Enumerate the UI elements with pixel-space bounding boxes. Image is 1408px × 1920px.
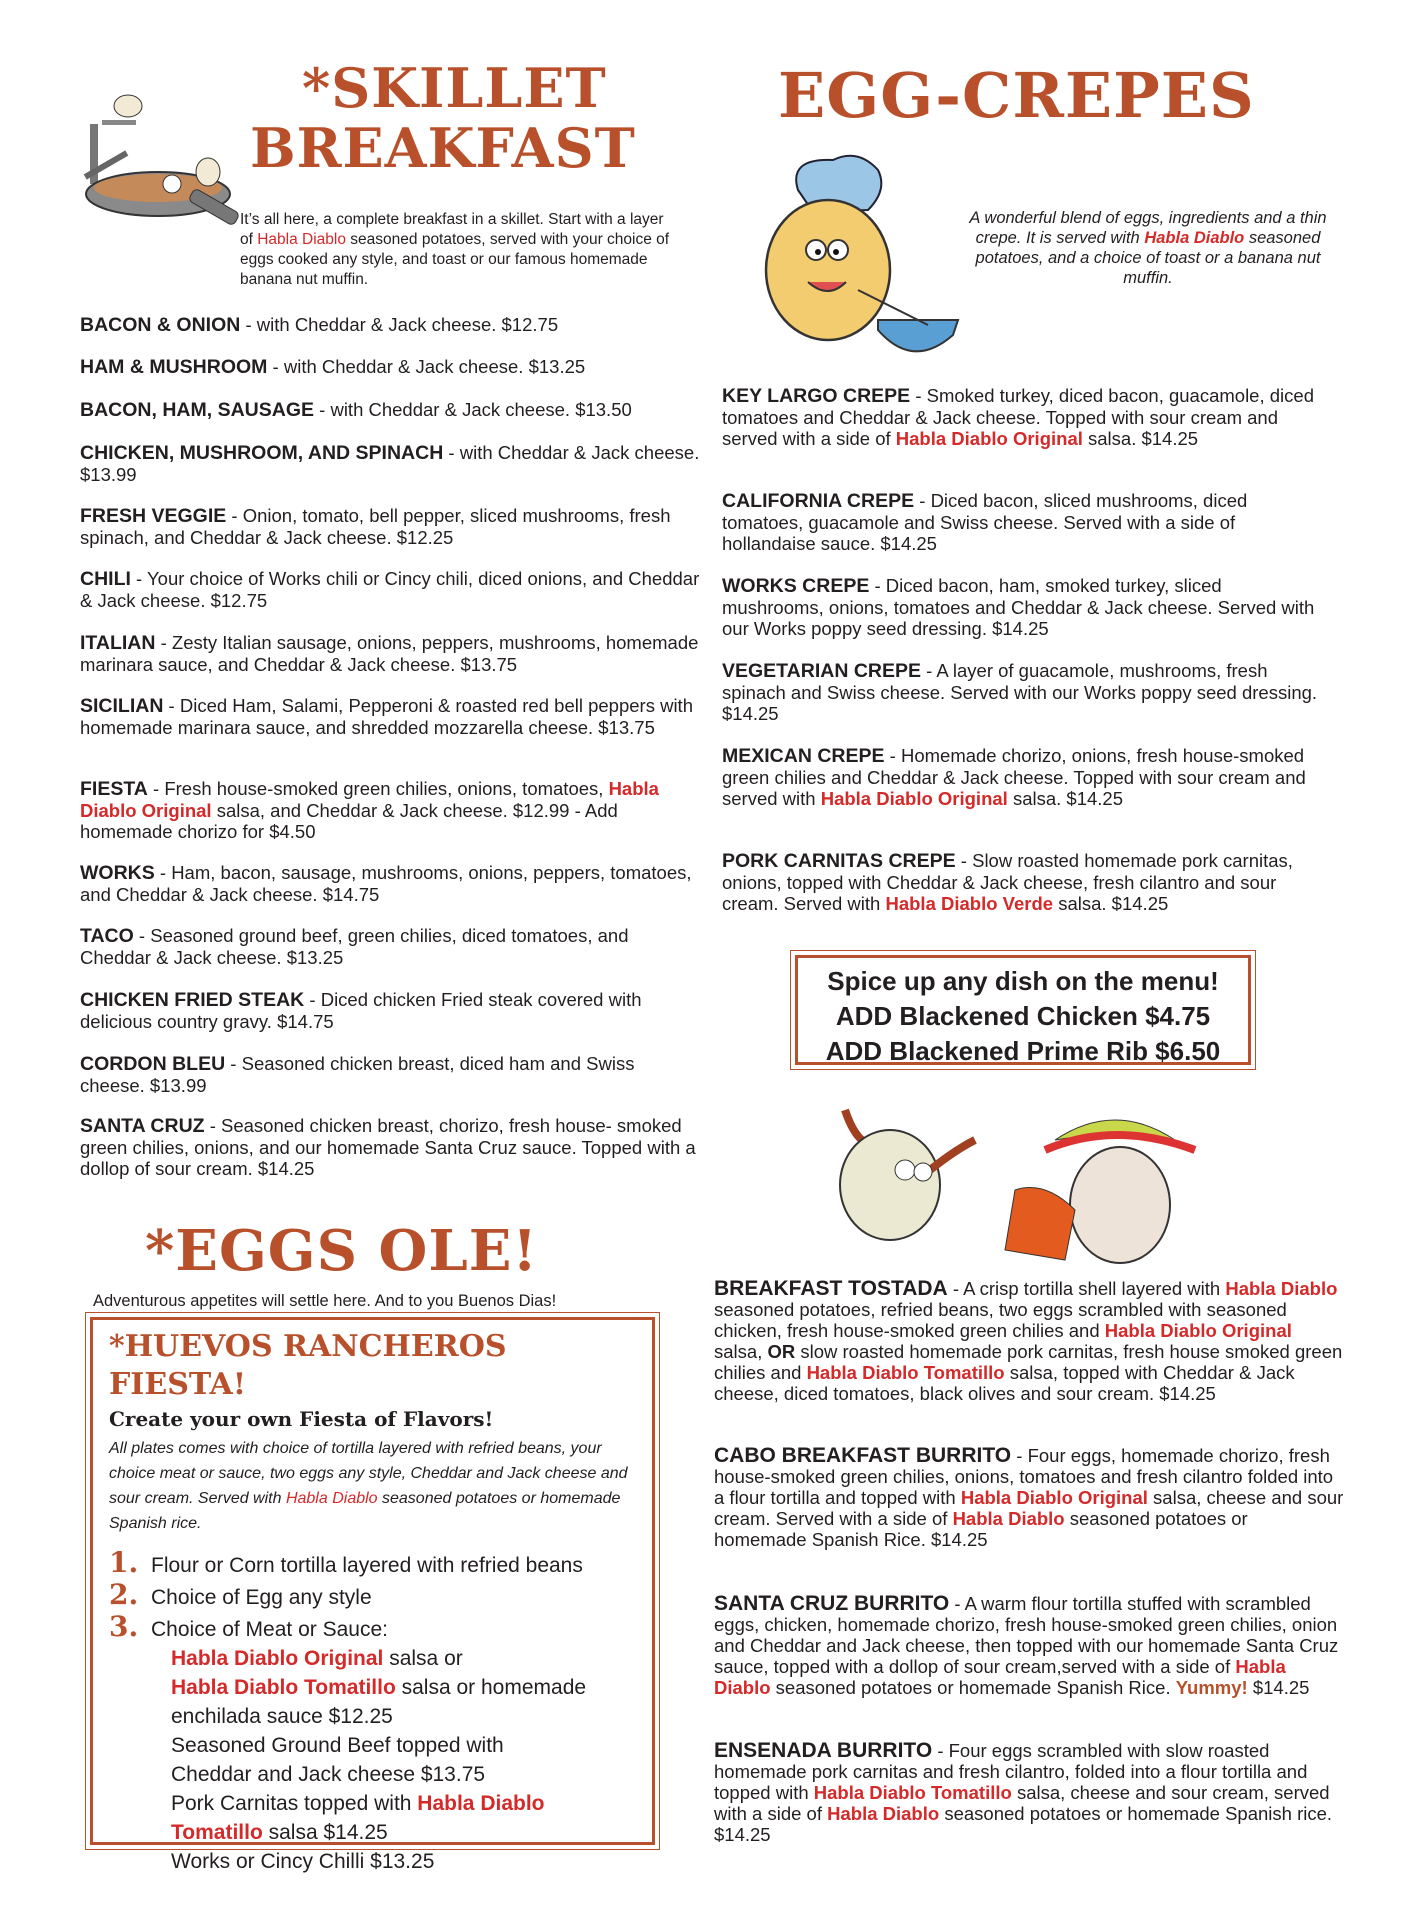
menu-item-name: CHILI: [80, 568, 131, 590]
menu-item: [722, 660, 1327, 724]
menu-item-description: - Your choice of Works chili or Cincy chili, diced onions, and Cheddar & Jack cheese. $12.75: [80, 568, 700, 611]
menu-item-name: BACON, HAM, SAUSAGE: [80, 399, 315, 421]
menu-item-description: - Diced bacon, sliced mushrooms, diced tomatoes, guacamole and Swiss cheese. Served with a side of hollandaise sauce. $14.25: [722, 490, 1248, 554]
menu-item-description: - Slow roasted homemade pork carnitas, onions, topped with Cheddar & Jack cheese, fresh cilantro and sour cream. Served with: [722, 850, 1293, 914]
menu-item-name: MEXICAN CREPE: [722, 745, 885, 767]
menu-item-description: - with Cheddar & Jack cheese. $13.50: [314, 399, 632, 420]
menu-item-description: salsa. $14.25: [1082, 428, 1199, 449]
menu-item-description: salsa. $14.25: [1053, 893, 1169, 914]
text-run: seasoned potatoes, served with your choice of eggs cooked any style, and toast or our famous homemade banana nut muffin.: [240, 231, 670, 288]
menu-item-name: PORK CARNITAS CREPE: [722, 850, 956, 872]
burrito-menu-item: [714, 1593, 1344, 1698]
item-name: SANTA CRUZ BURRITO: [714, 1592, 950, 1615]
yummy-text: Yummy!: [1175, 1677, 1248, 1698]
text-run: It’s all here, a complete breakfast in a skillet. Start with a layer of: [240, 211, 664, 248]
habla-diablo-highlight: Habla Diablo: [285, 1490, 378, 1507]
meat-sauce-option: [109, 1760, 636, 1789]
huevos-rancheros-box: [90, 1317, 655, 1873]
text-run: - Four eggs, homemade chorizo, fresh house-smoked green chilies, onions, tomatoes and fresh cilantro folded into a flour tortilla and topped with: [714, 1445, 1334, 1508]
spice-line-2: ADD Blackened Chicken $4.75: [835, 1001, 1211, 1031]
meat-sauce-option: [109, 1818, 636, 1847]
huevos-rancheros-steps: [109, 1548, 636, 1876]
habla-diablo-highlight: Tomatillo: [171, 1821, 263, 1844]
text-run: salsa, cheese and sour cream, served with a side of: [714, 1782, 1330, 1824]
menu-item: [80, 632, 702, 675]
menu-item-description: - Diced bacon, ham, smoked turkey, sliced mushrooms, onions, tomatoes and Cheddar & Jack cheese. Served with our Works poppy seed dressing. $14.25: [722, 575, 1315, 639]
menu-item: [80, 442, 702, 485]
text-run: Pork Carnitas topped with: [171, 1792, 418, 1815]
eggs-ole-title: *EGGS OLE!: [145, 1218, 538, 1284]
menu-item-name: CHICKEN, MUSHROOM, AND SPINACH: [80, 442, 444, 464]
text-run: enchilada sauce $12.25: [171, 1705, 393, 1728]
text-run: Cheddar and Jack cheese $13.75: [171, 1763, 486, 1786]
menu-item-description: - Diced Ham, Salami, Pepperoni & roasted red bell peppers with homemade marinara sauce, and shredded mozzarella cheese. $13.75: [80, 695, 693, 738]
skillet-title-line1: *SKILLET: [302, 56, 607, 120]
burrito-menu-item: [714, 1740, 1344, 1845]
meat-sauce-option: [109, 1731, 636, 1760]
meat-sauce-option: [109, 1847, 636, 1876]
menu-item-name: VEGETARIAN CREPE: [722, 660, 921, 682]
menu-item: [80, 989, 702, 1032]
text-run: seasoned potatoes or homemade Spanish Rice. $14.25: [714, 1508, 1248, 1550]
menu-item: [80, 356, 702, 378]
step-number: 3.: [109, 1610, 139, 1643]
habla-diablo-highlight: Habla Diablo Verde: [885, 893, 1054, 914]
menu-item-description: salsa. $14.25: [1007, 788, 1124, 809]
crepes-title: EGG-CREPES: [778, 59, 1255, 132]
habla-diablo-highlight: Habla Diablo Original: [171, 1647, 384, 1670]
menu-item: [80, 568, 702, 611]
menu-item-name: TACO: [80, 925, 134, 947]
menu-item: [722, 745, 1327, 809]
menu-item-name: ITALIAN: [80, 632, 156, 654]
step-item: [109, 1580, 636, 1612]
menu-item-description: - A layer of guacamole, mushrooms, fresh spinach and Swiss cheese. Served with our Works poppy seed dressing. $14.25: [722, 660, 1318, 724]
text-run: - Four eggs scrambled with slow roasted homemade pork carnitas and fresh cilantro, folded into a flour tortilla and topped with: [714, 1740, 1308, 1803]
habla-diablo-highlight: Habla Diablo: [1225, 1278, 1338, 1299]
menu-item: [80, 862, 702, 905]
menu-item-description: - Zesty Italian sausage, onions, peppers, mushrooms, homemade marinara sauce, and Cheddar & Jack cheese. $13.75: [80, 632, 699, 675]
menu-item-description: - Seasoned chicken breast, chorizo, fresh house- smoked green chilies, onions, and our homemade Santa Cruz sauce. Topped with a dollop of sour cream. $14.25: [80, 1115, 696, 1179]
text-run: salsa or homemade: [395, 1676, 587, 1699]
step-text: Choice of Meat or Sauce:: [151, 1618, 388, 1641]
menu-item: [722, 385, 1327, 449]
crepe-chef-egg-illustration: [738, 150, 978, 380]
habla-diablo-highlight: Habla Diablo: [952, 1508, 1065, 1529]
text-run: - A crisp tortilla shell layered with: [947, 1278, 1226, 1299]
text-run: slow roasted homemade pork carnitas, fresh house smoked green chilies and: [714, 1341, 1343, 1383]
menu-item-description: - Diced chicken Fried steak covered with delicious country gravy. $14.75: [80, 989, 642, 1032]
spice-up-box: [795, 955, 1251, 1065]
menu-item: [80, 695, 702, 738]
text-run: Seasoned Ground Beef topped with: [171, 1734, 504, 1757]
menu-item-description: - Seasoned ground beef, green chilies, diced tomatoes, and Cheddar & Jack cheese. $13.25: [80, 925, 629, 968]
menu-item-name: FIESTA: [80, 778, 148, 800]
skillet-egg-illustration: [78, 92, 248, 232]
habla-diablo-highlight: Habla Diablo: [417, 1792, 545, 1815]
menu-item: [722, 575, 1327, 639]
habla-diablo-highlight: Habla Diablo: [1144, 229, 1245, 247]
menu-item-name: WORKS CREPE: [722, 575, 870, 597]
crepes-intro: [968, 208, 1328, 288]
devil-sombrero-eggs-illustration: [815, 1100, 1215, 1270]
menu-item: [722, 490, 1327, 554]
menu-item: [80, 1053, 702, 1096]
habla-diablo-highlight: Habla Diablo Tomatillo: [813, 1782, 1012, 1803]
menu-item-description: - Smoked turkey, diced bacon, guacamole, diced tomatoes and Cheddar & Jack cheese. Topped with sour cream and served with a side of: [722, 385, 1314, 449]
text-run: seasoned potatoes or homemade Spanish rice. $14.25: [714, 1803, 1333, 1845]
menu-item: [80, 778, 702, 842]
habla-diablo-highlight: Habla Diablo Original: [895, 428, 1083, 449]
menu-item-name: WORKS: [80, 862, 155, 884]
menu-item-description: salsa, and Cheddar & Jack cheese. $12.99 - Add homemade chorizo for $4.50: [80, 800, 618, 842]
huevos-rancheros-subtitle: Create your own Fiesta of Flavors!: [109, 1407, 494, 1431]
menu-item-name: FRESH VEGGIE: [80, 505, 227, 527]
item-name: BREAKFAST TOSTADA: [714, 1277, 948, 1300]
item-name: CABO BREAKFAST BURRITO: [714, 1444, 1012, 1467]
text-run: salsa or: [383, 1647, 463, 1670]
skillet-title-line2: BREAKFAST: [250, 116, 636, 180]
habla-diablo-highlight: Habla Diablo Original: [80, 778, 659, 821]
menu-item-description: - with Cheddar & Jack cheese. $13.99: [80, 442, 700, 485]
menu-item-description: - with Cheddar & Jack cheese. $12.75: [240, 314, 559, 335]
meat-sauce-option: [109, 1702, 636, 1731]
burrito-menu-item: [714, 1278, 1344, 1404]
menu-item-description: - Onion, tomato, bell pepper, sliced mushrooms, fresh spinach, and Cheddar & Jack cheese. $12.25: [80, 505, 671, 548]
text-run: salsa $14.25: [262, 1821, 388, 1844]
text-run: salsa, cheese and sour cream. Served with a side of: [714, 1487, 1344, 1529]
huevos-rancheros-intro: [109, 1436, 636, 1536]
menu-item-name: BACON & ONION: [80, 314, 241, 336]
text-run: All plates comes with choice of tortilla layered with refried beans, your choice meat or sauce, two eggs any style, Cheddar and Jack cheese and sour cream. Served with: [109, 1440, 628, 1507]
habla-diablo-highlight: Habla Diablo: [714, 1656, 1286, 1698]
habla-diablo-highlight: Habla Diablo Original: [820, 788, 1008, 809]
menu-item: [722, 850, 1327, 914]
item-name: ENSENADA BURRITO: [714, 1739, 933, 1762]
habla-diablo-highlight: Habla Diablo: [827, 1803, 940, 1824]
spice-line-3: ADD Blackened Prime Rib $6.50: [825, 1036, 1221, 1066]
menu-item-name: SANTA CRUZ: [80, 1115, 205, 1137]
habla-diablo-highlight: Habla Diablo Original: [1104, 1320, 1292, 1341]
step-number: 2.: [109, 1578, 139, 1611]
menu-item-name: KEY LARGO CREPE: [722, 385, 911, 407]
step-text: Choice of Egg any style: [151, 1586, 372, 1609]
menu-item: [80, 925, 702, 968]
text-run: A wonderful blend of eggs, ingredients and a thin crepe. It is served with: [969, 209, 1327, 247]
menu-item: [80, 314, 702, 336]
menu-item-description: - Seasoned chicken breast, diced ham and Swiss cheese. $13.99: [80, 1053, 635, 1096]
step-item: [109, 1612, 636, 1644]
habla-diablo-highlight: Habla Diablo Tomatillo: [171, 1676, 396, 1699]
menu-item-description: - Homemade chorizo, onions, fresh house-smoked green chilies and Cheddar & Jack cheese. Topped with sour cream and served with: [722, 745, 1306, 809]
menu-item-name: CHICKEN FRIED STEAK: [80, 989, 305, 1011]
step-number: 1.: [109, 1546, 139, 1579]
text-run: salsa,: [714, 1341, 768, 1362]
menu-item-name: HAM & MUSHROOM: [80, 356, 268, 378]
menu-item-description: - Fresh house-smoked green chilies, onions, tomatoes,: [147, 778, 609, 799]
meat-sauce-option: [109, 1789, 636, 1818]
text-run: $14.25: [1247, 1677, 1310, 1698]
menu-item-name: CALIFORNIA CREPE: [722, 490, 915, 512]
text-run: seasoned potatoes, and a choice of toast or a banana nut muffin.: [975, 229, 1321, 287]
skillet-intro: [240, 210, 680, 290]
habla-diablo-highlight: Habla Diablo: [257, 231, 346, 248]
text-run: - A warm flour tortilla stuffed with scrambled eggs, chicken, homemade chorizo, fresh house-smoked green chilies, onion and Cheddar and Jack cheese, then topped with our homemade Santa Cruz sauce, topped with a dollop of sour cream,served with a side of: [714, 1593, 1339, 1677]
burrito-menu-item: [714, 1445, 1344, 1550]
step-text: Flour or Corn tortilla layered with refried beans: [151, 1554, 583, 1577]
text-run: salsa, topped with Cheddar & Jack cheese, diced tomatoes, black olives and sour cream. $14.25: [714, 1362, 1295, 1404]
habla-diablo-highlight: Habla Diablo Tomatillo: [806, 1362, 1005, 1383]
menu-item-name: CORDON BLEU: [80, 1053, 226, 1075]
or-emphasis: OR: [767, 1341, 796, 1362]
huevos-rancheros-title: *HUEVOS RANCHEROS FIESTA!: [109, 1329, 507, 1402]
text-run: Works or Cincy Chilli $13.25: [171, 1850, 435, 1873]
menu-item-name: SICILIAN: [80, 695, 164, 717]
eggs-ole-tagline: Adventurous appetites will settle here. And to you Buenos Dias!: [93, 1292, 557, 1310]
menu-item-description: - with Cheddar & Jack cheese. $13.25: [267, 356, 586, 377]
menu-item: [80, 505, 702, 548]
meat-sauce-option: [109, 1673, 636, 1702]
text-run: seasoned potatoes or homemade Spanish rice.: [109, 1490, 621, 1532]
meat-sauce-option: [109, 1644, 636, 1673]
spice-line-1: Spice up any dish on the menu!: [827, 966, 1219, 996]
menu-item: [80, 399, 702, 421]
habla-diablo-highlight: Habla Diablo Original: [960, 1487, 1148, 1508]
text-run: seasoned potatoes or homemade Spanish Rice.: [770, 1677, 1176, 1698]
menu-item: [80, 1115, 702, 1179]
step-item: [109, 1548, 636, 1580]
menu-item-description: - Ham, bacon, sausage, mushrooms, onions, peppers, tomatoes, and Cheddar & Jack cheese. $14.75: [80, 862, 692, 905]
text-run: seasoned potatoes, refried beans, two eggs scrambled with seasoned chicken, fresh house-smoked green chilies and: [714, 1299, 1287, 1341]
